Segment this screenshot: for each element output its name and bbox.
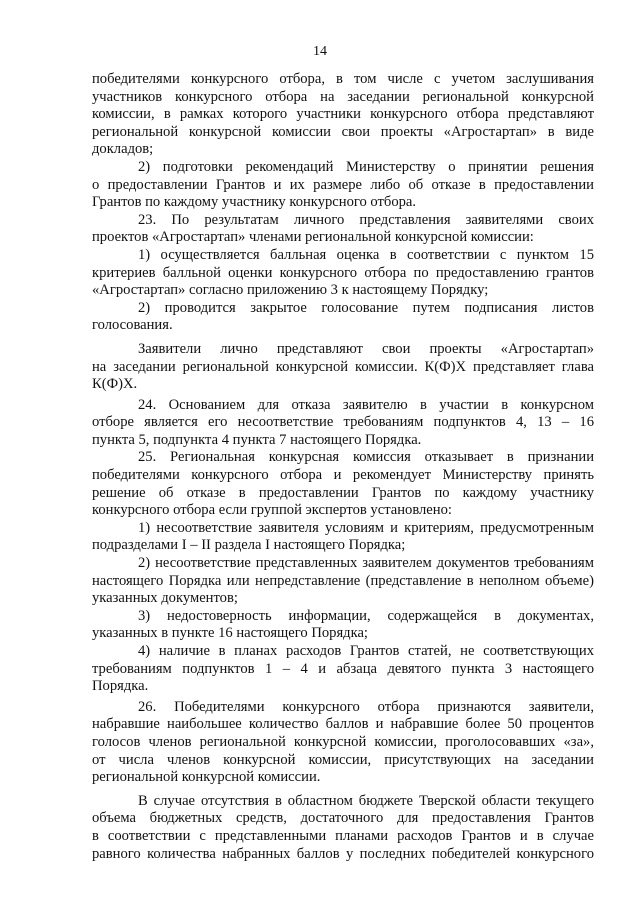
- text-line: Порядка.: [92, 678, 149, 695]
- text-line: 3) недостоверность информации, содержащейся в документах,: [138, 607, 594, 624]
- text-line: В случае отсутствия в областном бюджете Тверской области текущего: [138, 792, 594, 809]
- text-line: 23. По результатам личного представления заявителями своих: [138, 211, 594, 228]
- page-number: 14: [313, 44, 327, 59]
- text-line: 25. Региональная конкурсная комиссия отказывает в признании: [138, 449, 594, 466]
- document-body: [92, 71, 594, 863]
- text-line: указанных документов;: [92, 590, 238, 607]
- text-line: 24. Основанием для отказа заявителю в участии в конкурсном: [138, 396, 594, 413]
- paragraph: [92, 71, 594, 159]
- paragraph: [92, 520, 594, 555]
- text-line: от числа членов конкурсной комиссии, присутствующих на заседании: [92, 751, 594, 768]
- text-line: 2) проводится закрытое голосование путем подписания листов: [138, 299, 594, 316]
- paragraph: [92, 793, 594, 863]
- text-line: конкурсного отбора если группой экспертов установлено:: [92, 502, 452, 519]
- text-line: указанных в пункте 16 настоящего Порядка;: [92, 625, 368, 642]
- paragraph: [92, 212, 594, 247]
- text-line: проектов «Агростартап» членами региональной конкурсной комиссии:: [92, 229, 534, 246]
- text-line: докладов;: [92, 141, 154, 158]
- text-line: пункта 5, подпункта 4 пункта 7 настоящего Порядка.: [92, 431, 422, 448]
- text-line: требованиям подпунктов 1 – 4 и абзаца девятого пункта 3 настоящего: [92, 660, 594, 677]
- text-line: о предоставлении Грантов и их размере либо об отказе в предоставлении: [92, 176, 594, 193]
- paragraph: [92, 643, 594, 696]
- paragraph: [92, 555, 594, 608]
- text-line: К(Ф)Х.: [92, 376, 138, 393]
- paragraph: [92, 341, 594, 394]
- text-line: на заседании региональной конкурсной комиссии. К(Ф)Х представляет глава: [92, 358, 594, 375]
- text-line: объема бюджетных средств, достаточного для предоставления Грантов: [92, 810, 594, 827]
- text-line: победителями конкурсного отбора, в том числе с учетом заслушивания: [92, 71, 594, 87]
- text-line: 1) несоответствие заявителя условиям и критериям, предусмотренным: [138, 519, 594, 536]
- text-line: голосов членов региональной конкурсной комиссии, проголосовавших «за»,: [92, 733, 594, 750]
- text-line: решение об отказе в предоставлении Грантов по каждому участнику: [92, 484, 594, 501]
- text-line: комиссии, в рамках которого участники конкурсного отбора представляют: [92, 106, 594, 123]
- paragraph: [92, 247, 594, 300]
- text-line: региональной конкурсной комиссии.: [92, 769, 321, 786]
- text-line: в соответствии с представленными планами расходов Грантов и в случае: [92, 827, 594, 844]
- paragraph: [92, 159, 594, 212]
- text-line: подразделами I – II раздела I настоящего Порядка;: [92, 537, 406, 554]
- text-line: «Агростартап» согласно приложению 3 к настоящему Порядку;: [92, 282, 489, 299]
- text-line: 4) наличие в планах расходов Грантов статей, не соответствующих: [138, 643, 594, 659]
- text-line: настоящего Порядка или непредставление (представление в неполном объеме): [92, 572, 594, 589]
- text-line: отборе является его несоответствие требованиям подпунктов 4, 13 – 16: [92, 414, 594, 431]
- text-line: Грантов по каждому участнику конкурсного отбора.: [92, 194, 417, 211]
- text-line: 1) осуществляется балльная оценка в соответствии с пунктом 15: [138, 246, 594, 263]
- paragraph: [92, 608, 594, 643]
- text-line: победителями конкурсного отбора и рекомендует Министерству принять: [92, 467, 594, 484]
- text-line: Заявители лично представляют свои проекты «Агростартап»: [138, 340, 594, 357]
- text-line: 26. Победителями конкурсного отбора признаются заявители,: [138, 698, 594, 715]
- text-line: критериев балльной оценки конкурсного отбора по предоставлению грантов: [92, 264, 594, 281]
- text-line: участников конкурсного отбора на заседании региональной конкурсной: [92, 88, 594, 105]
- paragraph: [92, 397, 594, 450]
- text-line: 2) несоответствие представленных заявителем документов требованиям: [138, 555, 594, 572]
- text-line: 2) подготовки рекомендаций Министерству о принятии решения: [138, 158, 594, 175]
- paragraph: [92, 300, 594, 335]
- text-line: набравшие наибольшее количество баллов и набравшие более 50 процентов: [92, 716, 594, 733]
- paragraph: [92, 699, 594, 787]
- text-line: равного количества набранных баллов у последних победителей конкурсного: [92, 845, 594, 862]
- paragraph: [92, 449, 594, 519]
- text-line: голосования.: [92, 317, 173, 334]
- text-line: региональной конкурсной комиссии свои проекты «Агростартап» в виде: [92, 123, 594, 140]
